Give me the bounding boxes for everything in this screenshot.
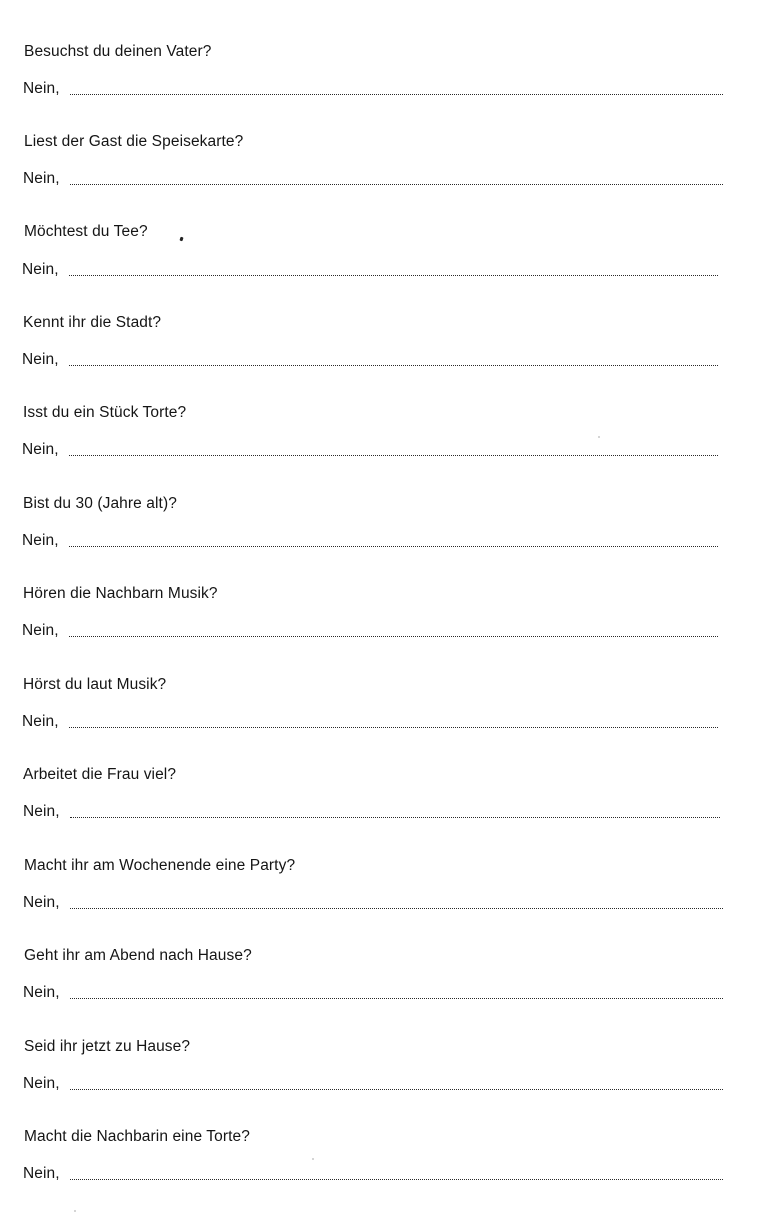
answer-prefix: Nein,: [22, 351, 59, 368]
exercise-item: [0, 132, 758, 222]
answer-row: [23, 802, 723, 822]
answer-row: [22, 531, 722, 551]
answer-row: [22, 260, 722, 280]
exercise-item: [0, 42, 758, 132]
answer-blank-line[interactable]: [69, 455, 718, 456]
answer-row: [23, 1074, 723, 1094]
scan-speck: [74, 1210, 76, 1212]
answer-prefix: Nein,: [23, 984, 60, 1001]
question-text: Macht die Nachbarin eine Torte?: [24, 1128, 250, 1145]
answer-row: [22, 440, 722, 460]
question-text: Besuchst du deinen Vater?: [24, 43, 212, 60]
answer-row: [23, 169, 723, 189]
answer-blank-line[interactable]: [70, 1179, 723, 1180]
question-text: Arbeitet die Frau viel?: [23, 766, 177, 783]
question-text: Geht ihr am Abend nach Hause?: [24, 947, 252, 964]
exercise-item: [0, 856, 758, 946]
answer-prefix: Nein,: [23, 894, 60, 911]
answer-row: [22, 712, 722, 732]
exercise-item: [0, 765, 758, 855]
answer-prefix: Nein,: [22, 441, 59, 458]
answer-row: [23, 893, 723, 913]
exercise-item: [0, 946, 758, 1036]
exercise-item: [0, 1037, 758, 1127]
answer-blank-line[interactable]: [70, 817, 720, 818]
answer-prefix: Nein,: [23, 1075, 60, 1092]
answer-row: [23, 1164, 723, 1184]
question-text: Bist du 30 (Jahre alt)?: [23, 495, 177, 512]
exercise-item: [0, 1127, 758, 1217]
answer-blank-line[interactable]: [69, 365, 718, 366]
answer-prefix: Nein,: [22, 532, 59, 549]
scan-speck: [598, 436, 600, 438]
answer-blank-line[interactable]: [70, 998, 723, 999]
question-text: Hören die Nachbarn Musik?: [23, 585, 218, 602]
answer-blank-line[interactable]: [70, 94, 723, 95]
answer-blank-line[interactable]: [70, 184, 723, 185]
answer-blank-line[interactable]: [69, 636, 718, 637]
scan-speck: [312, 1158, 314, 1160]
question-text: Kennt ihr die Stadt?: [23, 314, 162, 331]
question-text: Liest der Gast die Speisekarte?: [24, 133, 244, 150]
answer-blank-line[interactable]: [69, 546, 718, 547]
answer-prefix: Nein,: [23, 80, 60, 97]
answer-blank-line[interactable]: [69, 727, 718, 728]
answer-blank-line[interactable]: [70, 908, 723, 909]
answer-prefix: Nein,: [23, 1165, 60, 1182]
question-text: Macht ihr am Wochenende eine Party?: [24, 857, 296, 874]
exercise-item: [0, 494, 758, 584]
answer-row: [22, 350, 722, 370]
answer-prefix: Nein,: [22, 261, 59, 278]
question-text: Isst du ein Stück Torte?: [23, 404, 187, 421]
exercise-item: [0, 584, 758, 674]
answer-prefix: Nein,: [22, 622, 59, 639]
answer-prefix: Nein,: [22, 713, 59, 730]
exercise-item: [0, 675, 758, 765]
answer-row: [23, 983, 723, 1003]
exercise-item: [0, 403, 758, 493]
answer-row: [23, 79, 723, 99]
answer-prefix: Nein,: [23, 170, 60, 187]
answer-prefix: Nein,: [23, 803, 60, 820]
answer-row: [22, 621, 722, 641]
question-text: Möchtest du Tee?: [24, 223, 148, 240]
answer-blank-line[interactable]: [69, 275, 718, 276]
exercise-item: [0, 313, 758, 403]
question-text: Hörst du laut Musik?: [23, 676, 167, 693]
answer-blank-line[interactable]: [70, 1089, 723, 1090]
question-text: Seid ihr jetzt zu Hause?: [24, 1038, 191, 1055]
exercise-item: [0, 222, 758, 312]
